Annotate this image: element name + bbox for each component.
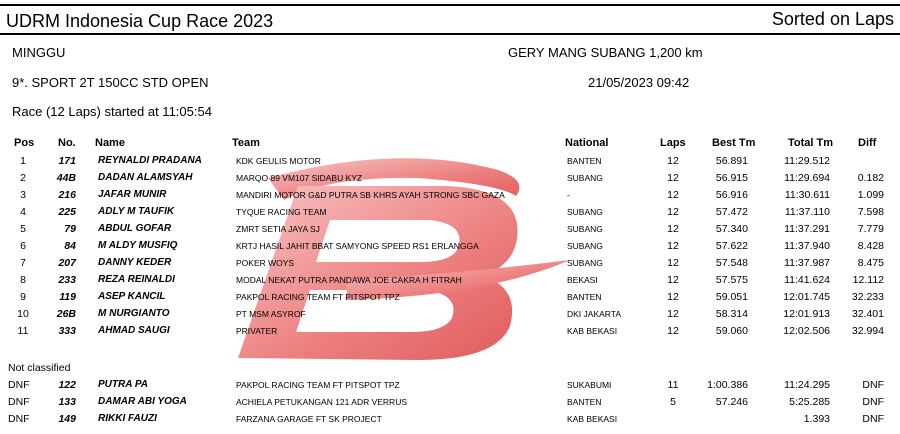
not-classified-label: Not classified (8, 362, 71, 374)
team-cell: PAKPOL RACING TEAM FT PITSPOT TPZ (236, 380, 400, 390)
col-team-header: Team (232, 137, 260, 149)
number-cell: 171 (58, 155, 76, 167)
best-time-cell: 58.314 (715, 308, 748, 320)
number-cell: 133 (58, 396, 76, 408)
best-time-cell: 1:00.386 (707, 379, 748, 391)
diff-cell: DNF (862, 396, 884, 408)
team-cell: PRIVATER (236, 326, 278, 336)
laps-cell: 12 (667, 189, 679, 201)
rider-name-cell: RIKKI FAUZI (98, 413, 157, 424)
rider-name-cell: AHMAD SAUGI (98, 325, 170, 336)
team-cell: KDK GEULIS MOTOR (236, 156, 321, 166)
national-cell: KAB BEKASI (567, 326, 618, 336)
total-time-cell: 12:01.745 (783, 291, 830, 303)
col-best-header: Best Tm (712, 137, 756, 149)
team-cell: MODAL NEKAT PUTRA PANDAWA JOE CAKRA H FITRAH (236, 275, 462, 285)
total-time-cell: 11:24.295 (784, 379, 830, 391)
class-name: 9*. SPORT 2T 150CC STD OPEN (12, 75, 209, 90)
total-time-cell: 12:02.506 (783, 325, 830, 337)
rider-name-cell: PUTRA PA (98, 379, 148, 390)
col-national-header: National (565, 137, 609, 149)
number-cell: 79 (64, 223, 76, 235)
laps-cell: 12 (667, 308, 679, 320)
national-cell: BEKASI (567, 275, 598, 285)
best-time-cell: 57.575 (715, 274, 748, 286)
diff-cell: 1.099 (857, 189, 884, 201)
rider-name-cell: DAMAR ABI YOGA (98, 396, 187, 407)
table-row (0, 204, 900, 220)
number-cell: 225 (58, 206, 76, 218)
national-cell: SUBANG (567, 207, 603, 217)
number-cell: 207 (58, 257, 76, 269)
rider-name-cell: ABDUL GOFAR (98, 223, 172, 234)
table-row (0, 306, 900, 322)
national-cell: KAB BEKASI (567, 414, 618, 424)
rider-name-cell: REYNALDI PRADANA (98, 155, 202, 166)
pos-cell: 6 (20, 240, 26, 252)
laps-cell: 12 (667, 172, 679, 184)
diff-cell: 32.994 (851, 325, 884, 337)
team-cell: KRTJ HASIL JAHIT BBAT SAMYONG SPEED RS1 ERLANGGA (236, 241, 479, 251)
best-time-cell: 57.622 (715, 240, 748, 252)
best-time-cell: 56.915 (715, 172, 748, 184)
sort-label: Sorted on Laps (771, 9, 894, 29)
diff-cell: 32.401 (851, 308, 884, 320)
pos-cell: 10 (17, 308, 29, 320)
table-row (0, 411, 900, 427)
col-pos-header: Pos (14, 137, 35, 149)
laps-cell: 12 (667, 206, 679, 218)
pos-cell: 11 (17, 325, 29, 337)
laps-cell: 12 (667, 155, 679, 167)
team-cell: ACHIELA PETUKANGAN 121 ADR VERRUS (236, 397, 408, 407)
number-cell: 122 (58, 379, 76, 391)
team-cell: MARQO 89 VM107 SIDABU KYZ (236, 173, 363, 183)
pos-cell: 4 (20, 206, 26, 218)
pos-cell: 5 (20, 223, 26, 235)
team-cell: POKER WOYS (236, 258, 295, 268)
national-cell: SUBANG (567, 224, 603, 234)
rider-name-cell: DANNY KEDER (98, 257, 172, 268)
national-cell: BANTEN (567, 156, 602, 166)
pos-cell: 2 (20, 172, 26, 184)
total-time-cell: 11:29.694 (784, 172, 830, 184)
event-day: MINGGU (12, 45, 66, 60)
team-cell: PT MSM ASYROF (236, 309, 306, 319)
table-row (0, 323, 900, 339)
team-cell: FARZANA GARAGE FT SK PROJECT (236, 414, 382, 424)
team-cell: ZMRT SETIA JAYA SJ (236, 224, 320, 234)
number-cell: 119 (59, 291, 76, 303)
diff-cell: 8.428 (857, 240, 884, 252)
header-divider (0, 33, 900, 35)
diff-cell: 32.233 (851, 291, 884, 303)
diff-cell: 7.779 (857, 223, 884, 235)
rider-name-cell: M ALDY MUSFIQ (98, 240, 178, 251)
col-no-header: No. (58, 137, 76, 149)
col-name-header: Name (95, 137, 125, 149)
laps-cell: 12 (667, 257, 679, 269)
national-cell: SUBANG (567, 173, 603, 183)
table-row (0, 187, 900, 203)
number-cell: 333 (58, 325, 76, 337)
pos-cell: 1 (20, 155, 26, 167)
national-cell: SUBANG (567, 241, 603, 251)
diff-cell: 7.598 (857, 206, 884, 218)
pos-cell: DNF (8, 396, 30, 408)
race-info: Race (12 Laps) started at 11:05:54 (12, 104, 212, 119)
number-cell: 216 (58, 189, 76, 201)
rider-name-cell: JAFAR MUNIR (98, 189, 167, 200)
diff-cell: 8.475 (857, 257, 884, 269)
number-cell: 84 (64, 240, 76, 252)
diff-cell: 0.182 (857, 172, 884, 184)
rider-name-cell: M NURGIANTO (98, 308, 170, 319)
diff-cell: 12.112 (852, 274, 884, 286)
number-cell: 44B (56, 172, 76, 184)
table-row (0, 255, 900, 271)
total-time-cell: 11:29.512 (784, 155, 830, 167)
national-cell: SUBANG (567, 258, 603, 268)
pos-cell: 3 (20, 189, 26, 201)
total-time-cell: 12:01.913 (783, 308, 830, 320)
page-title: UDRM Indonesia Cup Race 2023 (6, 11, 274, 31)
total-time-cell: 11:37.291 (784, 223, 830, 235)
national-cell: BANTEN (567, 397, 602, 407)
rider-name-cell: DADAN ALAMSYAH (98, 172, 193, 183)
best-time-cell: 56.916 (715, 189, 748, 201)
pos-cell: 9 (20, 291, 26, 303)
total-time-cell: 1.393 (803, 413, 830, 425)
team-cell: MANDIRI MOTOR G&D PUTRA SB KHRS AYAH STRONG SBC GAZA (236, 190, 505, 200)
laps-cell: 12 (667, 223, 679, 235)
number-cell: 149 (58, 413, 76, 425)
total-time-cell: 11:37.110 (784, 206, 830, 218)
table-row (0, 221, 900, 237)
pos-cell: 7 (20, 257, 26, 269)
total-time-cell: 11:30.611 (784, 189, 830, 201)
national-cell: BANTEN (567, 292, 602, 302)
national-cell: DKI JAKARTA (567, 309, 622, 319)
best-time-cell: 57.340 (715, 223, 748, 235)
table-row (0, 272, 900, 288)
table-row (0, 289, 900, 305)
col-laps-header: Laps (660, 137, 686, 149)
laps-cell: 12 (667, 291, 679, 303)
table-row (0, 170, 900, 186)
laps-cell: 5 (670, 396, 676, 408)
total-time-cell: 11:41.624 (784, 274, 830, 286)
total-time-cell: 5:25.285 (789, 396, 830, 408)
table-row (0, 377, 900, 393)
report-datetime: 21/05/2023 09:42 (588, 75, 690, 90)
rider-name-cell: REZA REINALDI (98, 274, 175, 285)
top-border (0, 4, 900, 6)
diff-cell: DNF (862, 413, 884, 425)
pos-cell: DNF (8, 413, 30, 425)
col-total-header: Total Tm (788, 137, 834, 149)
track-name: GERY MANG SUBANG 1,200 km (508, 45, 703, 60)
team-cell: PAKPOL RACING TEAM FT PITSPOT TPZ (236, 292, 400, 302)
number-cell: 233 (58, 274, 76, 286)
laps-cell: 12 (667, 240, 679, 252)
table-row (0, 238, 900, 254)
pos-cell: DNF (8, 379, 30, 391)
laps-cell: 12 (667, 274, 679, 286)
diff-cell: DNF (862, 379, 884, 391)
best-time-cell: 57.472 (715, 206, 748, 218)
table-row (0, 153, 900, 169)
best-time-cell: 57.246 (715, 396, 748, 408)
col-diff-header: Diff (858, 137, 877, 149)
total-time-cell: 11:37.987 (784, 257, 830, 269)
pos-cell: 8 (20, 274, 26, 286)
national-cell: - (567, 190, 570, 200)
best-time-cell: 56.891 (715, 155, 748, 167)
best-time-cell: 59.060 (715, 325, 748, 337)
team-cell: TYQUE RACING TEAM (236, 207, 327, 217)
national-cell: SUKABUMI (567, 380, 612, 390)
rider-name-cell: ADLY M TAUFIK (98, 206, 175, 217)
best-time-cell: 57.548 (715, 257, 748, 269)
number-cell: 26B (56, 308, 76, 320)
best-time-cell: 59.051 (715, 291, 748, 303)
laps-cell: 12 (667, 325, 679, 337)
rider-name-cell: ASEP KANCIL (98, 291, 166, 302)
table-row (0, 394, 900, 410)
total-time-cell: 11:37.940 (784, 240, 830, 252)
laps-cell: 11 (667, 379, 679, 391)
